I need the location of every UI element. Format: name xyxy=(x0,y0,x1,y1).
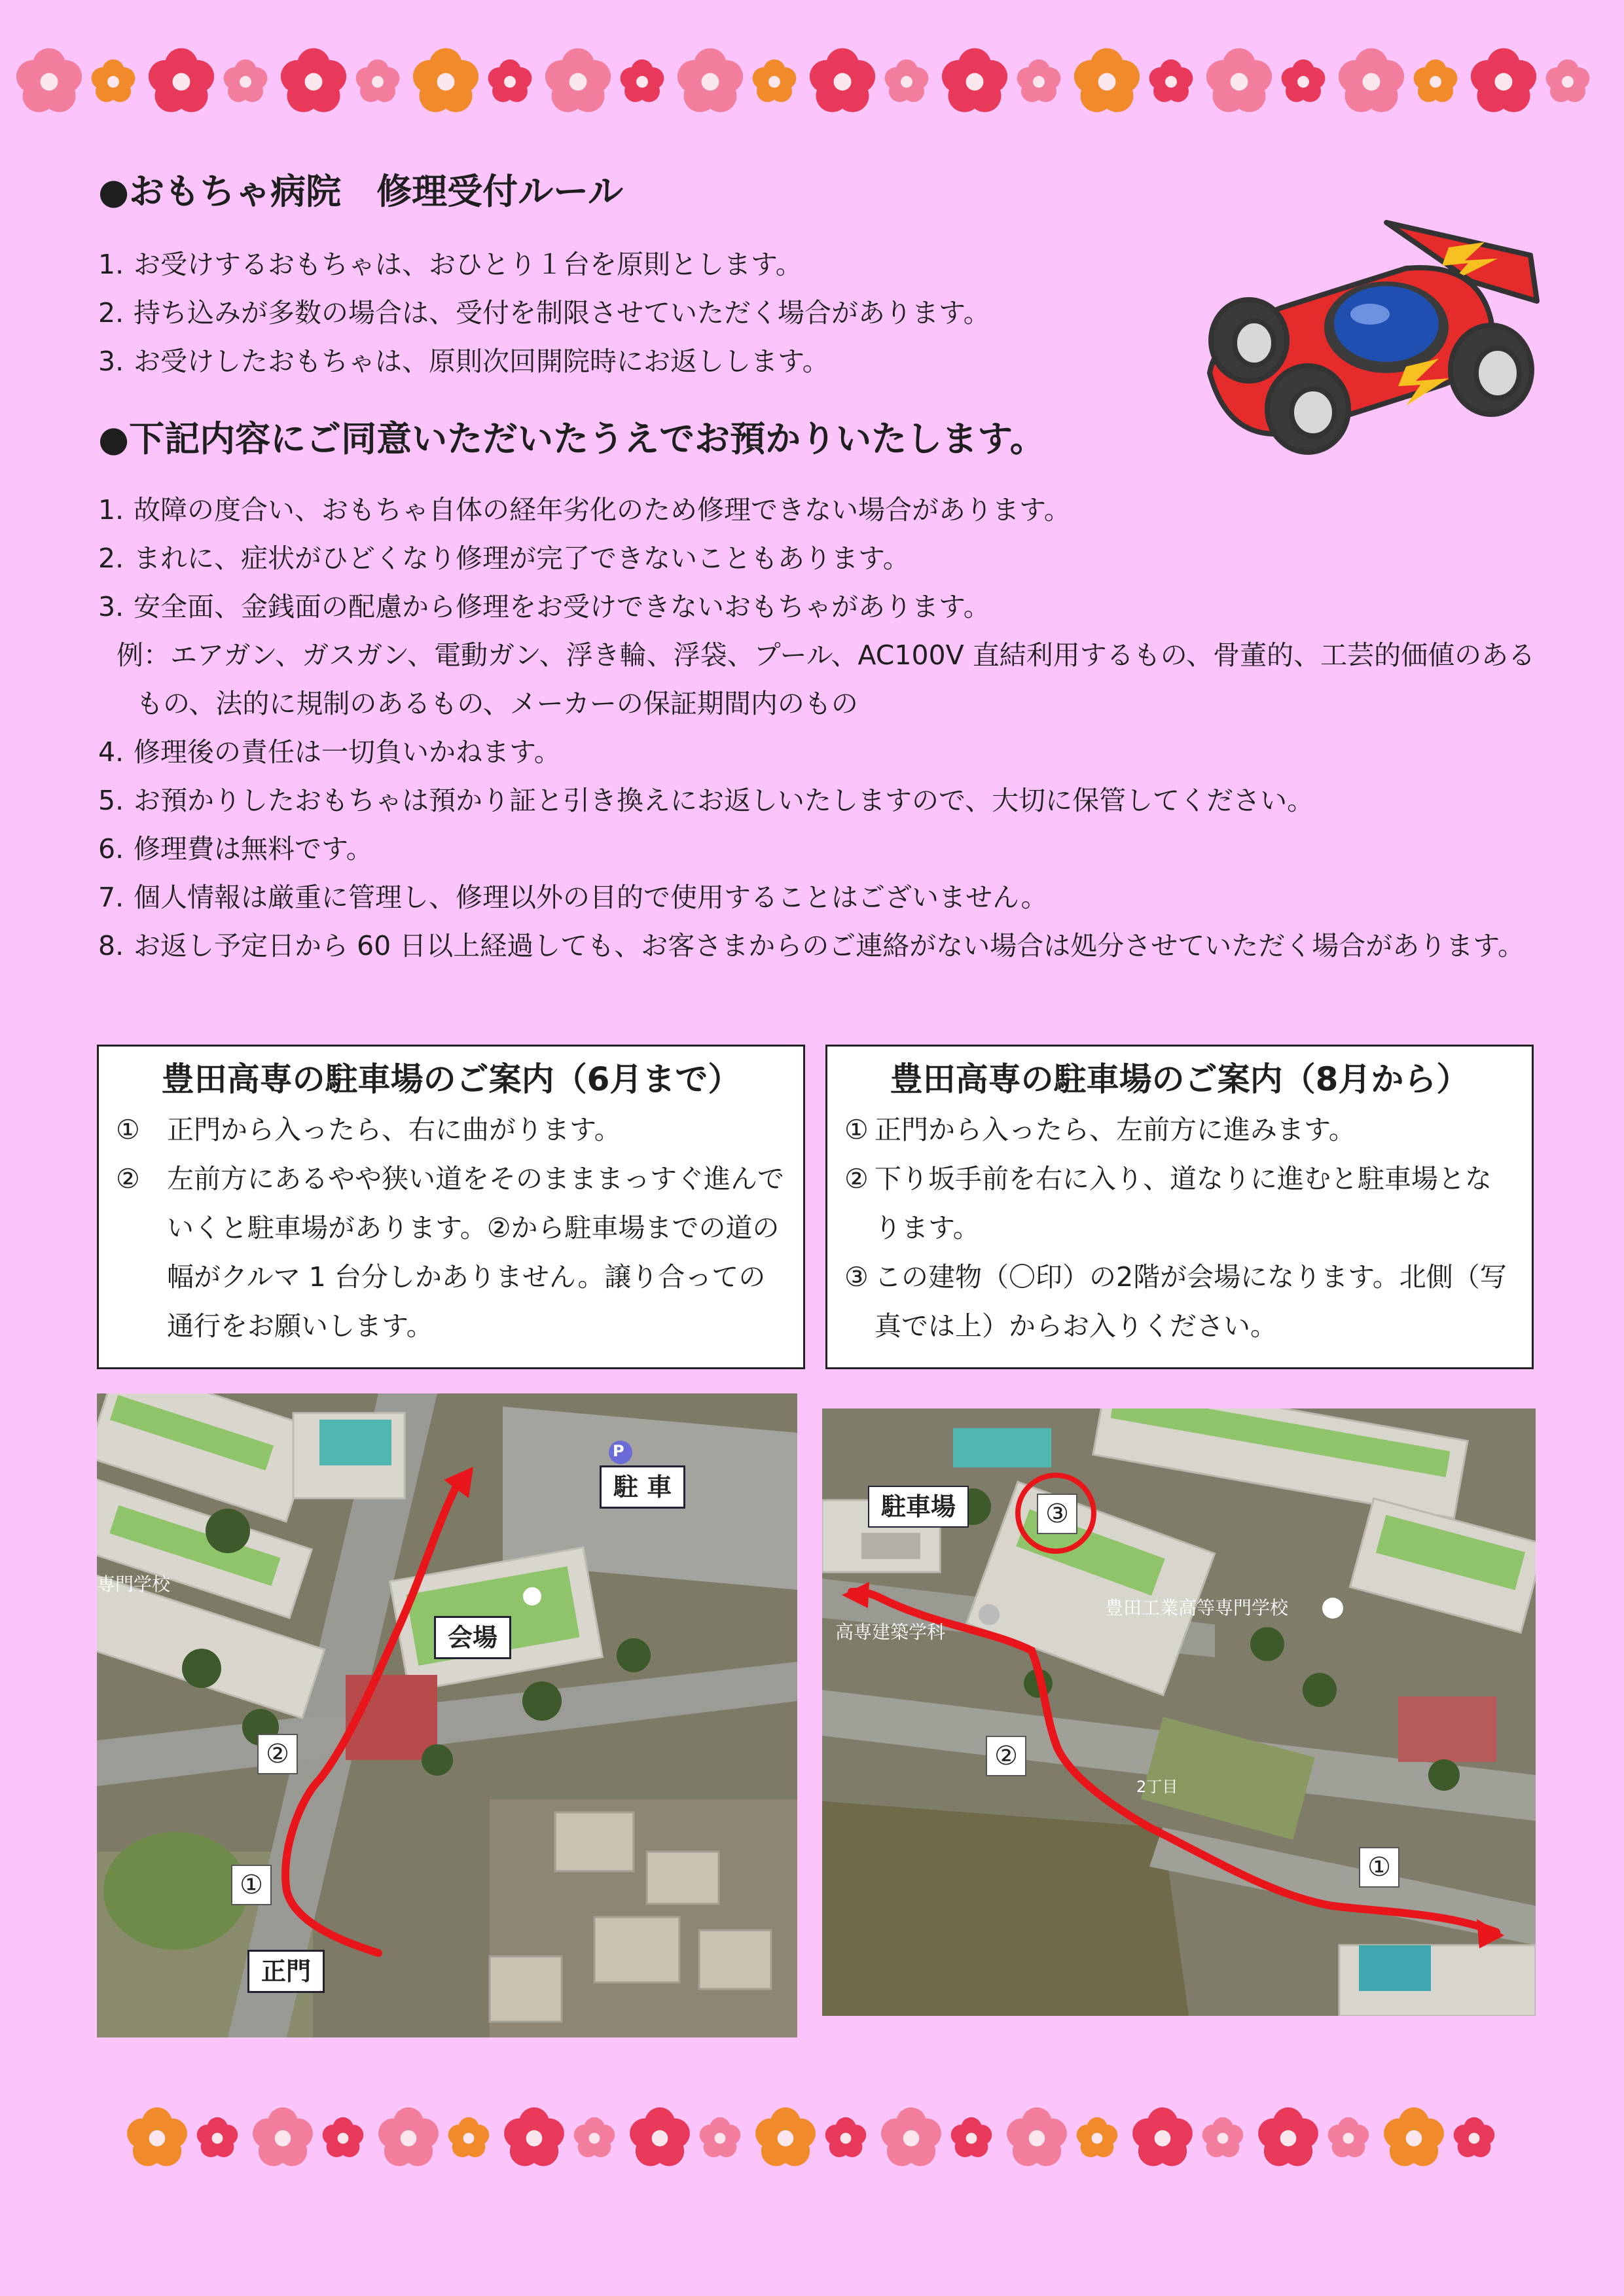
flower-icon xyxy=(1074,48,1140,113)
flower-icon xyxy=(197,2117,238,2157)
flower-icon xyxy=(1328,2117,1369,2157)
place-text: 豊田工業高等専門学校 xyxy=(1105,1597,1289,1619)
list-item: 2. まれに、症状がひどくなり修理が完了できないこともあります。 xyxy=(98,543,910,574)
list-item: 7. 個人情報は厳重に管理し、修理以外の目的で使用することはございません。 xyxy=(98,882,1048,913)
flower-icon xyxy=(753,60,797,102)
flower-icon xyxy=(700,2117,741,2157)
flower-icon xyxy=(1546,60,1590,102)
step-marker: ① xyxy=(1359,1847,1399,1888)
flower-icon xyxy=(1017,60,1061,102)
list-item: ③ この建物（〇印）の2階が会場になります。北側（写真では上）からお入りください。 xyxy=(844,1261,1507,1342)
parking-august-box xyxy=(825,1045,1534,1369)
flower-icon xyxy=(1414,60,1458,102)
step-marker: ③ xyxy=(1037,1494,1077,1534)
p-icon: P xyxy=(613,1442,624,1460)
example-line: 例：エアガン、ガスガン、電動ガン、浮き輪、浮袋、プール、AC100V 直結利用するもの、骨董的、工芸的価値のある xyxy=(117,639,1536,671)
flower-icon xyxy=(810,48,875,113)
parking-label: 駐車場 xyxy=(868,1486,969,1528)
parking-label: 駐 車 xyxy=(600,1465,685,1509)
list-item: ② 下り坂手前を右に入り、道なりに進むと駐車場となります。 xyxy=(844,1163,1492,1244)
flower-icon xyxy=(1077,2117,1118,2157)
flower-icon xyxy=(413,48,478,113)
flower-icon xyxy=(545,48,611,113)
flower-icon xyxy=(881,2108,941,2166)
flower-icon xyxy=(1206,48,1272,113)
list-item: 3. 安全面、金銭面の配慮から修理をお受けできないおもちゃがあります。 xyxy=(98,591,990,622)
example-line: もの、法的に規制のあるもの、メーカーの保証期間内のもの xyxy=(136,688,858,719)
flower-icon xyxy=(1339,48,1404,113)
list-item: ① 正門から入ったら、左前方に進みます。 xyxy=(844,1114,1356,1145)
flower-icon xyxy=(951,2117,992,2157)
parking-june-box xyxy=(97,1045,805,1369)
list-item: ① 正門から入ったら、右に曲がります。 xyxy=(116,1114,621,1145)
flower-icon xyxy=(378,2108,439,2166)
step-marker: ① xyxy=(231,1865,272,1905)
flower-icon xyxy=(942,48,1007,113)
flower-icon xyxy=(356,60,400,102)
list-item: 8. お返し予定日から 60 日以上経過しても、お客さまからのご連絡がない場合は処分させていただく場合があります。 xyxy=(98,930,1525,961)
list-item: 2. 持ち込みが多数の場合は、受付を制限させていただく場合があります。 xyxy=(98,297,990,329)
flower-icon xyxy=(16,48,82,113)
flower-icon xyxy=(488,60,532,102)
place-text: 2丁目 xyxy=(1136,1778,1178,1796)
flower-icon xyxy=(1149,60,1193,102)
flower-icon xyxy=(1258,2108,1318,2166)
list-item: 5. お預かりしたおもちゃは預かり証と引き換えにお返しいたしますので、大切に保管してください。 xyxy=(98,785,1314,816)
rules-title: ●おもちゃ病院 修理受付ルール xyxy=(98,171,624,212)
flower-icon xyxy=(677,48,743,113)
flower-icon xyxy=(1132,2108,1193,2166)
flower-icon xyxy=(281,48,346,113)
flower-icon xyxy=(323,2117,364,2157)
aerial-map-august xyxy=(822,1408,1536,2016)
list-item: 4. 修理後の責任は一切負いかねます。 xyxy=(98,736,561,768)
list-item: 6. 修理費は無料です。 xyxy=(98,833,373,865)
list-item: 3. お受けしたおもちゃは、原則次回開院時にお返しします。 xyxy=(98,346,829,377)
flower-icon xyxy=(1384,2108,1444,2166)
flower-icon xyxy=(92,60,135,102)
race-car-illustration xyxy=(1190,209,1543,465)
consent-list xyxy=(98,486,1535,970)
bottom-flower-border xyxy=(0,2092,1624,2184)
flower-icon xyxy=(825,2117,867,2157)
flower-icon xyxy=(630,2108,690,2166)
top-flower-border xyxy=(0,36,1624,128)
venue-label: 会場 xyxy=(434,1616,511,1659)
gate-label: 正門 xyxy=(247,1950,325,1993)
flower-icon xyxy=(621,60,664,102)
list-item: ② 左前方にあるやや狭い道をそのまままっすぐ進んでいくと駐車場があります。②から駐車場までの道の幅がクルマ 1 台分しかありません。譲り合っての通行をお願いします。 xyxy=(116,1163,784,1342)
flower-icon xyxy=(1454,2117,1495,2157)
flower-icon xyxy=(574,2117,615,2157)
flower-icon xyxy=(1471,48,1536,113)
flower-icon xyxy=(1202,2117,1244,2157)
parking-june-title: 豊田高専の駐車場のご案内（6月まで） xyxy=(161,1060,741,1098)
parking-august-title: 豊田高専の駐車場のご案内（8月から） xyxy=(890,1060,1470,1098)
flower-icon xyxy=(1282,60,1326,102)
place-text: 高専建築学科 xyxy=(835,1621,946,1643)
aerial-map-june xyxy=(97,1393,797,2037)
flower-icon xyxy=(253,2108,313,2166)
flower-icon xyxy=(885,60,929,102)
flower-icon xyxy=(448,2117,490,2157)
place-text: 専門学校 xyxy=(97,1573,171,1595)
flower-icon xyxy=(127,2108,187,2166)
flower-icon xyxy=(224,60,268,102)
flower-icon xyxy=(755,2108,816,2166)
list-item: 1. お受けするおもちゃは、おひとり１台を原則とします。 xyxy=(98,249,803,280)
step-marker: ② xyxy=(257,1734,298,1774)
rules-list xyxy=(98,240,990,386)
flower-icon xyxy=(1007,2108,1067,2166)
flower-icon xyxy=(504,2108,564,2166)
consent-title: ●下記内容にご同意いただいたうえでお預かりいたします。 xyxy=(98,418,1045,459)
list-item: 1. 故障の度合い、おもちゃ自体の経年劣化のため修理できない場合があります。 xyxy=(98,494,1071,526)
flower-icon xyxy=(149,48,214,113)
step-marker: ② xyxy=(986,1736,1026,1776)
